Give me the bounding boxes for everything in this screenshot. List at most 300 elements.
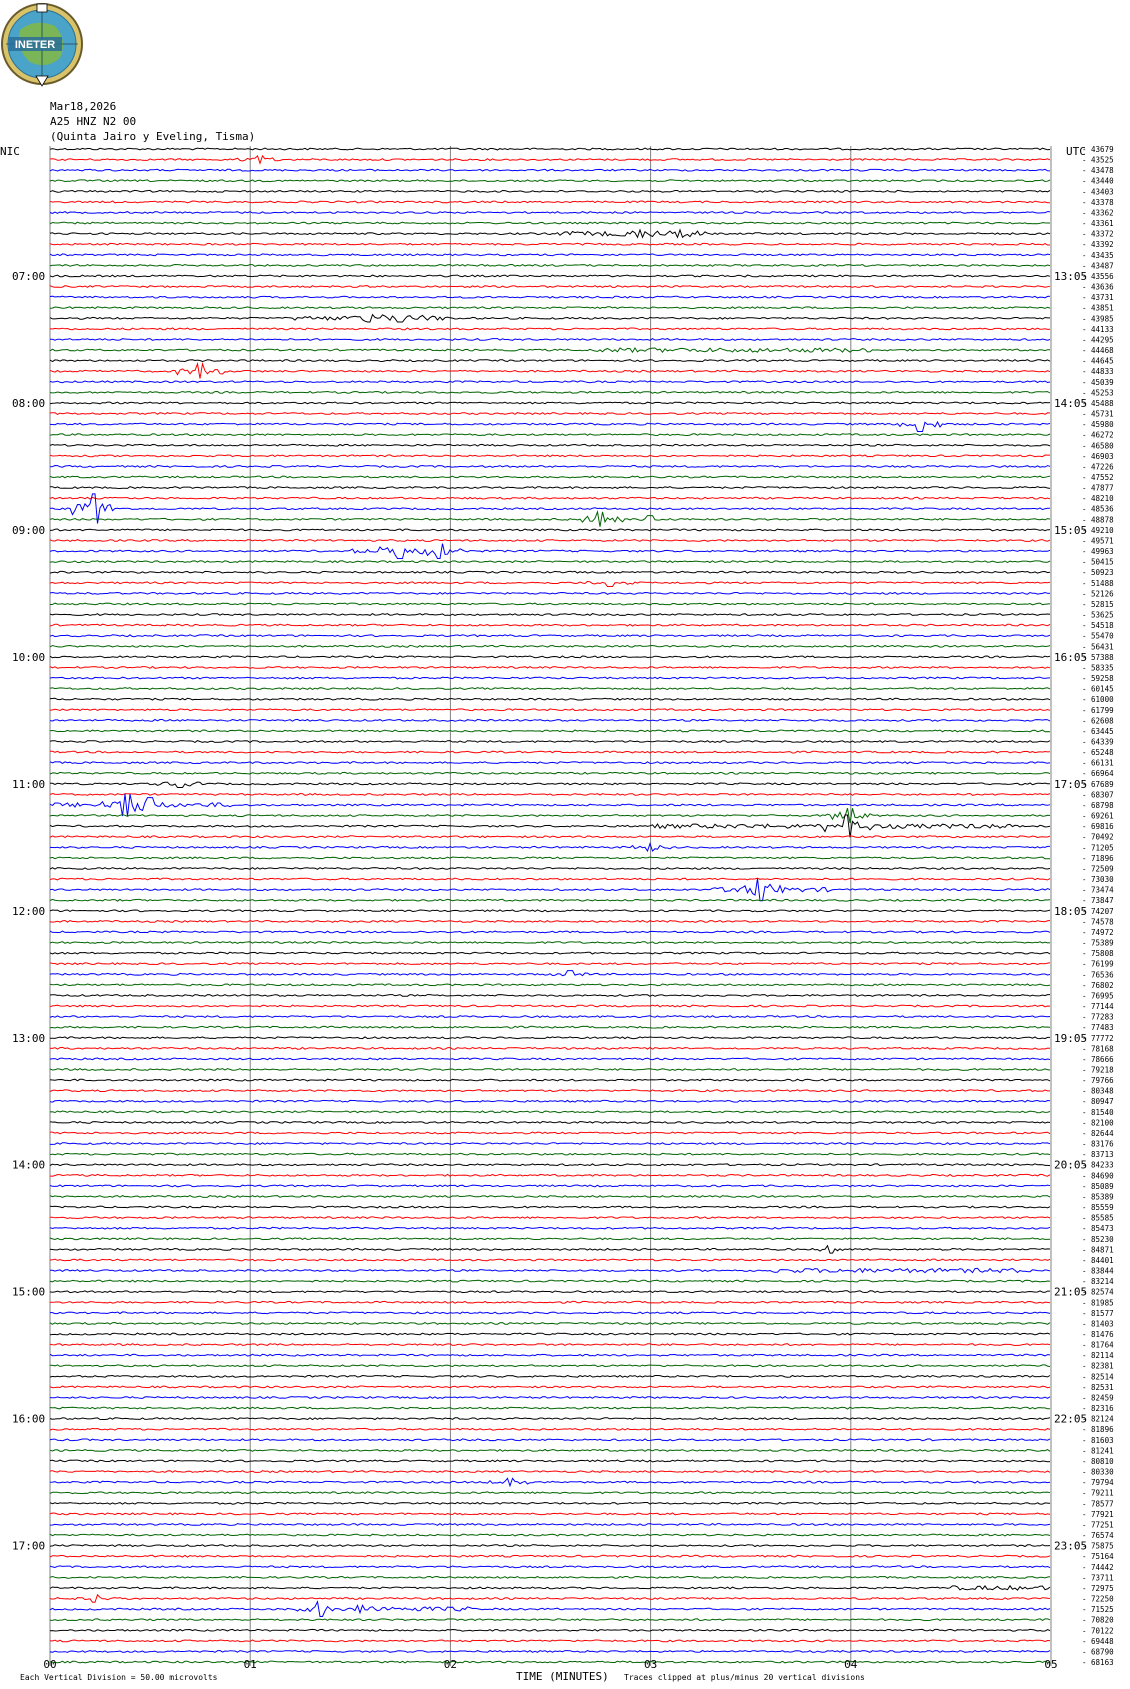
offset-label: - 61000 [1082,695,1114,705]
offset-label: - 82459 [1082,1393,1114,1403]
offset-label: - 77483 [1082,1023,1114,1033]
seismic-trace [50,1206,1050,1208]
seismic-trace [50,698,1050,700]
seismic-trace [50,1407,1050,1409]
seismic-trace [50,254,1050,256]
offset-label: - 47877 [1082,483,1114,493]
seismic-trace [50,808,1050,823]
seismic-trace [50,1471,1050,1473]
seismic-trace [50,1439,1050,1441]
offset-label: - 51488 [1082,578,1114,588]
offset-label: - 77144 [1082,1002,1114,1012]
seismic-trace [50,971,1050,976]
seismic-trace [50,360,1050,362]
seismic-trace [50,307,1050,309]
seismic-trace [50,931,1050,933]
offset-label: - 68798 [1082,800,1114,810]
offset-label: - 46272 [1082,430,1114,440]
offset-label: - 76995 [1082,991,1114,1001]
offset-label: - 45039 [1082,377,1114,387]
left-time-label: 11:00 [12,777,46,791]
seismic-trace [50,392,1050,394]
seismic-trace [50,497,1050,499]
seismic-trace [50,455,1050,457]
offset-label: - 46903 [1082,451,1114,461]
seismic-trace [50,1354,1050,1356]
seismic-trace [50,190,1050,192]
offset-label: - 75808 [1082,949,1114,959]
seismic-trace [50,1164,1050,1166]
seismic-trace [50,593,1050,595]
seismic-trace [50,1268,1050,1272]
offset-label: - 55470 [1082,631,1114,641]
seismic-trace [50,476,1050,478]
logo-text: INETER [14,39,56,51]
offset-label: - 82114 [1082,1351,1114,1361]
seismic-trace [50,148,1050,150]
offset-label: - 43435 [1082,250,1114,260]
seismic-trace [50,1513,1050,1515]
seismic-trace [50,1259,1050,1261]
offset-label: - 43392 [1082,240,1114,250]
offset-label: - 76802 [1082,980,1114,990]
seismic-trace [50,222,1050,224]
seismic-trace [50,1153,1050,1155]
offset-label: - 47552 [1082,472,1114,482]
seismic-trace [50,1524,1050,1526]
seismic-trace [50,561,1050,563]
offset-label: - 71525 [1082,1605,1114,1615]
offset-label: - 45253 [1082,388,1114,398]
seismic-trace [50,815,1050,837]
seismic-trace [50,1428,1050,1430]
seismic-trace [50,1047,1050,1049]
seismic-trace [50,1365,1050,1367]
seismic-trace [50,1640,1050,1642]
offset-label: - 82531 [1082,1382,1114,1392]
seismic-trace [50,1586,1050,1590]
seismic-trace [50,1132,1050,1134]
seismic-trace [50,444,1050,446]
offset-label: - 45488 [1082,398,1114,408]
offset-label: - 46580 [1082,441,1114,451]
seismic-trace [50,772,1050,774]
seismic-trace [50,1227,1050,1229]
offset-label: - 79211 [1082,1488,1114,1498]
left-time-label: 10:00 [12,650,46,664]
x-tick-label: 04 [844,1658,858,1671]
offset-label: - 81985 [1082,1298,1114,1308]
offset-label: - 67689 [1082,779,1114,789]
offset-label: - 44468 [1082,346,1114,356]
seismic-trace [50,782,1050,788]
seismic-trace [50,656,1050,658]
seismic-trace [50,180,1050,182]
offset-label: - 50923 [1082,568,1114,578]
offset-label: - 43731 [1082,293,1114,303]
seismic-trace [50,402,1050,404]
seismic-trace [50,614,1050,616]
offset-label: - 52126 [1082,589,1114,599]
offset-label: - 43679 [1082,145,1114,154]
seismic-trace [50,529,1050,531]
seismic-trace [50,1016,1050,1018]
seismic-trace [50,1122,1050,1124]
seismic-trace [50,688,1050,690]
seismic-trace [50,921,1050,923]
offset-label: - 85559 [1082,1203,1114,1213]
seismic-trace [50,1280,1050,1282]
offset-label: - 81540 [1082,1107,1114,1117]
seismic-trace [50,286,1050,288]
seismic-trace [50,275,1050,277]
offset-label: - 83214 [1082,1277,1114,1287]
offset-label: - 62608 [1082,716,1114,726]
seismic-trace [50,230,1050,237]
left-time-label: 07:00 [12,269,46,283]
seismic-trace [50,1323,1050,1325]
offset-label: - 76199 [1082,959,1114,969]
seismic-trace [50,571,1050,573]
offset-label: - 48210 [1082,494,1114,504]
right-time-label: 21:05 [1054,1285,1088,1299]
offset-label: - 43851 [1082,303,1114,313]
offset-label: - 70492 [1082,832,1114,842]
offset-label: - 74972 [1082,927,1114,937]
offset-label: - 85089 [1082,1181,1114,1191]
scale-note: Each Vertical Division = 50.00 microvolts [20,1673,218,1682]
offset-label: - 43487 [1082,261,1114,271]
seismic-trace [50,466,1050,468]
left-time-label: 16:00 [12,1412,46,1426]
seismic-trace [50,730,1050,732]
seismic-trace [50,296,1050,298]
x-axis-title: TIME (MINUTES) [516,1670,609,1683]
seismic-trace [50,1291,1050,1293]
offset-label: - 77283 [1082,1012,1114,1022]
offset-label: - 83176 [1082,1139,1114,1149]
seismic-trace [50,878,1050,880]
seismic-trace [50,512,1050,527]
offset-label: - 64339 [1082,737,1114,747]
seismic-trace [50,719,1050,721]
x-tick-label: 02 [443,1658,458,1671]
offset-label: - 68163 [1082,1658,1114,1667]
offset-label: - 82316 [1082,1404,1114,1414]
offset-label: - 81476 [1082,1330,1114,1340]
seismic-trace [50,645,1050,647]
seismic-trace [50,544,1050,559]
offset-label: - 72250 [1082,1594,1114,1604]
offset-label: - 82124 [1082,1414,1114,1424]
offset-label: - 79794 [1082,1478,1114,1488]
offset-label: - 43985 [1082,314,1114,324]
seismic-trace [50,751,1050,753]
seismic-trace [50,942,1050,944]
seismic-trace [50,1301,1050,1303]
seismic-trace [50,1196,1050,1198]
offset-label: - 81764 [1082,1340,1114,1350]
offset-label: - 71896 [1082,853,1114,863]
offset-label: - 82574 [1082,1287,1114,1297]
offset-label: - 69261 [1082,811,1114,821]
offset-label: - 72975 [1082,1583,1114,1593]
offset-label: - 43378 [1082,197,1114,207]
seismic-trace [50,1602,1050,1617]
offset-label: - 61799 [1082,705,1114,715]
right-time-label: 14:05 [1054,396,1088,410]
seismic-trace [50,741,1050,743]
right-zone-label: UTC [1066,145,1086,158]
offset-label: - 43403 [1082,187,1114,197]
offset-label: - 57388 [1082,652,1114,662]
offset-label: - 73474 [1082,885,1114,895]
seismic-trace [50,1492,1050,1494]
left-time-label: 17:00 [12,1539,46,1553]
offset-label: - 77251 [1082,1520,1114,1530]
seismic-trace [50,1333,1050,1335]
offset-label: - 84871 [1082,1245,1114,1255]
right-time-label: 17:05 [1054,777,1088,791]
offset-label: - 76574 [1082,1531,1114,1541]
seismic-trace [50,1037,1050,1039]
offset-label: - 81603 [1082,1435,1114,1445]
offset-label: - 74578 [1082,917,1114,927]
seismic-trace [50,844,1050,851]
offset-label: - 82514 [1082,1372,1114,1382]
offset-label: - 75389 [1082,938,1114,948]
offset-label: - 82100 [1082,1118,1114,1128]
offset-label: - 56431 [1082,642,1114,652]
seismic-trace [50,910,1050,912]
seismic-trace [50,1577,1050,1579]
left-time-label: 15:00 [12,1285,46,1299]
seismic-trace [50,169,1050,171]
offset-label: - 60145 [1082,684,1114,694]
seismic-trace [50,1058,1050,1060]
seismic-trace [50,1478,1050,1485]
seismic-trace [50,1344,1050,1346]
offset-label: - 73847 [1082,896,1114,906]
seismic-trace [50,868,1050,870]
offset-label: - 75875 [1082,1541,1114,1551]
right-time-label: 22:05 [1054,1412,1088,1426]
seismic-trace [50,1100,1050,1102]
offset-label: - 43556 [1082,271,1114,281]
seismic-trace [50,315,1050,322]
seismic-trace [50,1555,1050,1557]
offset-label: - 77772 [1082,1033,1114,1043]
offset-label: - 66964 [1082,769,1114,779]
right-time-label: 19:05 [1054,1031,1088,1045]
x-tick-label: 00 [43,1658,57,1671]
offset-label: - 59258 [1082,674,1114,684]
seismic-trace [50,836,1050,838]
offset-label: - 50415 [1082,557,1114,567]
offset-label: - 44645 [1082,356,1114,366]
offset-label: - 66131 [1082,758,1114,768]
seismic-trace [50,422,1050,432]
offset-label: - 43362 [1082,208,1114,218]
seismic-trace [50,1185,1050,1187]
offset-label: - 43478 [1082,166,1114,176]
offset-label: - 77921 [1082,1509,1114,1519]
offset-label: - 63445 [1082,726,1114,736]
x-tick-label: 05 [1044,1658,1058,1671]
seismic-trace [50,1069,1050,1071]
seismic-trace [50,348,1050,352]
offset-label: - 70122 [1082,1626,1114,1636]
seismic-trace [50,1545,1050,1547]
seismic-trace [50,1619,1050,1621]
offset-label: - 54518 [1082,621,1114,631]
offset-label: - 45980 [1082,420,1114,430]
seismic-trace [50,1079,1050,1081]
seismic-trace [50,1238,1050,1240]
offset-label: - 84233 [1082,1160,1114,1170]
offset-label: - 73030 [1082,875,1114,885]
seismic-trace [50,603,1050,605]
seismic-trace [50,1397,1050,1399]
offset-label: - 81403 [1082,1319,1114,1329]
seismic-trace [50,1651,1050,1653]
left-time-labels [12,270,45,1553]
left-time-label: 08:00 [12,396,46,410]
seismic-trace [50,1217,1050,1219]
offset-label: - 47226 [1082,462,1114,472]
offset-label: - 70820 [1082,1615,1114,1625]
x-tick-label: 03 [643,1658,658,1671]
offset-label: - 80810 [1082,1456,1114,1466]
seismic-trace [50,952,1050,954]
offset-label: - 81896 [1082,1425,1114,1435]
seismic-trace [50,984,1050,986]
offset-label: - 79218 [1082,1065,1114,1075]
right-time-label: 23:05 [1054,1539,1088,1553]
offset-label: - 71205 [1082,843,1114,853]
offset-label: - 43636 [1082,282,1114,292]
right-time-label: 18:05 [1054,904,1088,918]
offset-label: - 43361 [1082,219,1114,229]
offset-label: - 82381 [1082,1361,1114,1371]
seismic-trace [50,1502,1050,1504]
seismic-trace [50,1375,1050,1377]
seismic-trace [50,1143,1050,1145]
clip-note: Traces clipped at plus/minus 20 vertical divisions [624,1673,865,1682]
offset-label: - 84401 [1082,1255,1114,1265]
offset-label: - 85230 [1082,1234,1114,1244]
seismic-trace [50,857,1050,859]
seismic-trace [50,709,1050,711]
seismic-trace [50,1661,1050,1663]
offset-label: - 79766 [1082,1076,1114,1086]
seismic-trace [50,212,1050,214]
seismic-trace [50,381,1050,383]
seismic-trace [50,1460,1050,1462]
seismic-trace [50,963,1050,965]
left-time-label: 09:00 [12,523,46,537]
offset-label: - 83713 [1082,1150,1114,1160]
offset-label: - 74207 [1082,906,1114,916]
offset-label: - 53625 [1082,610,1114,620]
left-time-label: 12:00 [12,904,46,918]
offset-label: - 78168 [1082,1044,1114,1054]
offset-label: - 69448 [1082,1636,1114,1646]
left-time-label: 14:00 [12,1158,46,1172]
seismic-trace [50,1566,1050,1568]
offset-label: - 43440 [1082,176,1114,186]
seismic-trace [50,1005,1050,1007]
left-zone-label: NIC [0,145,20,158]
seismic-trace [50,794,1050,796]
offset-label: - 82644 [1082,1128,1114,1138]
offset-label: - 44295 [1082,335,1114,345]
seismic-trace [50,1595,1050,1602]
offset-label: - 58335 [1082,663,1114,673]
trace-group [50,148,1050,1663]
offset-label: - 65248 [1082,748,1114,758]
offset-label: - 83844 [1082,1266,1114,1276]
offset-labels [1082,145,1114,1667]
seismic-trace [50,1090,1050,1092]
offset-label: - 74442 [1082,1562,1114,1572]
offset-label: - 68790 [1082,1647,1114,1657]
offset-label: - 68307 [1082,790,1114,800]
seismic-trace [50,243,1050,245]
seismic-trace [50,635,1050,637]
offset-label: - 85473 [1082,1224,1114,1234]
right-time-label: 13:05 [1054,269,1088,283]
offset-label: - 48536 [1082,504,1114,514]
offset-label: - 84690 [1082,1171,1114,1181]
seismic-trace [50,487,1050,489]
seismic-trace [50,1026,1050,1028]
seismic-trace [50,879,1050,901]
seismic-trace [50,1312,1050,1314]
seismic-trace [50,434,1050,436]
seismic-trace [50,624,1050,626]
seismic-trace [50,1111,1050,1113]
seismic-trace [50,540,1050,542]
offset-label: - 73711 [1082,1573,1114,1583]
offset-label: - 52815 [1082,599,1114,609]
minute-gridlines [50,146,1051,1666]
seismic-trace [50,364,1050,379]
offset-label: - 78577 [1082,1499,1114,1509]
seismic-trace [50,201,1050,203]
right-time-label: 16:05 [1054,650,1088,664]
x-tick-label: 01 [243,1658,257,1671]
seismic-trace [50,581,1050,586]
offset-label: - 81241 [1082,1446,1114,1456]
seismic-trace [50,1629,1050,1631]
seismic-trace [50,677,1050,679]
offset-label: - 43372 [1082,229,1114,239]
seismic-trace [50,1418,1050,1420]
offset-label: - 44833 [1082,367,1114,377]
seismic-trace [50,794,1050,817]
offset-label: - 81577 [1082,1308,1114,1318]
ineter-logo [2,4,82,86]
location-label: (Quinta Jairo y Eveling, Tisma) [50,130,256,143]
seismic-trace [50,995,1050,997]
seismic-trace [50,1534,1050,1536]
right-time-label: 15:05 [1054,523,1088,537]
offset-label: - 49963 [1082,547,1114,557]
date-label: Mar18,2026 [50,100,117,113]
left-time-label: 13:00 [12,1031,46,1045]
seismic-trace [50,762,1050,764]
